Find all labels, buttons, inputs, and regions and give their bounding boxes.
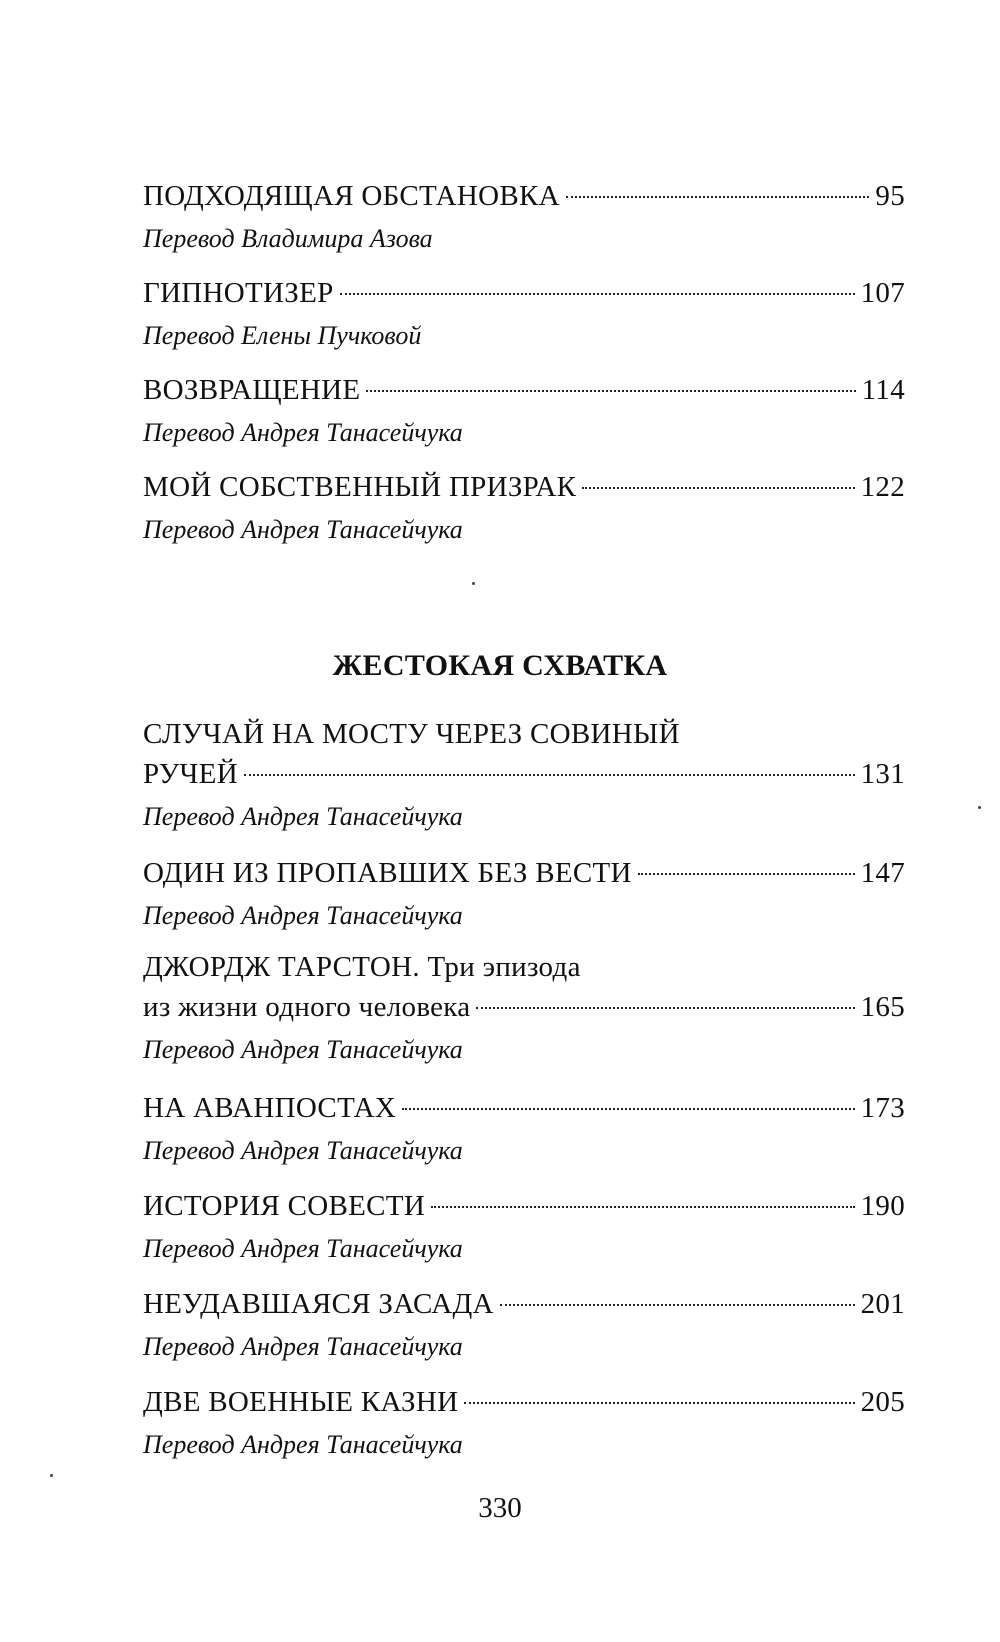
toc-entry-page: 95 — [875, 180, 905, 212]
scan-speck — [472, 582, 475, 585]
toc-entry-translator: Перевод Андрея Танасейчука — [143, 1430, 463, 1459]
toc-entry-title-line: ДЖОРДЖ ТАРСТОН. Три эпизода — [143, 951, 581, 983]
toc-entry — [143, 947, 905, 1069]
dot-leader — [476, 1007, 854, 1009]
toc-entry-title: НА АВАНПОСТАХ — [143, 1092, 397, 1124]
toc-entry-line — [143, 370, 905, 410]
toc-entry-line — [143, 754, 905, 794]
toc-entry-title: ПОДХОДЯЩАЯ ОБСТАНОВКА — [143, 180, 560, 212]
toc-entry-title: ВОЗВРАЩЕНИЕ — [143, 374, 361, 406]
toc-entry-translator: Перевод Андрея Танасейчука — [143, 901, 463, 930]
toc-entry — [143, 1284, 905, 1366]
toc-entry — [143, 1186, 905, 1268]
toc-entry-page: 131 — [860, 758, 905, 790]
dot-leader — [340, 293, 855, 295]
toc-entry — [143, 1382, 905, 1464]
toc-entry-page: 205 — [860, 1386, 905, 1418]
toc-entry-line — [143, 853, 905, 893]
section-heading: ЖЕСТОКАЯ СХВАТКА — [332, 649, 668, 682]
toc-entry — [143, 370, 905, 452]
toc-entry-title: НЕУДАВШАЯСЯ ЗАСАДА — [143, 1288, 494, 1320]
dot-leader — [500, 1304, 855, 1306]
toc-entry-page: 173 — [860, 1092, 905, 1124]
dot-leader — [244, 774, 855, 776]
toc-entry-line — [143, 1186, 905, 1226]
dot-leader — [402, 1108, 854, 1110]
toc-entry-title: ГИПНОТИЗЕР — [143, 277, 334, 309]
dot-leader — [366, 390, 855, 392]
toc-entry-line — [143, 1284, 905, 1324]
dot-leader — [464, 1402, 854, 1404]
toc-entry-title: МОЙ СОБСТВЕННЫЙ ПРИЗРАК — [143, 471, 577, 503]
scan-speck — [978, 806, 981, 809]
toc-entry-title: РУЧЕЙ — [143, 758, 238, 790]
toc-entry-page: 107 — [860, 277, 905, 309]
dot-leader — [431, 1206, 855, 1208]
toc-entry-page: 122 — [860, 471, 905, 503]
toc-entry-translator: Перевод Андрея Танасейчука — [143, 1234, 463, 1263]
toc-entry-page: 190 — [860, 1190, 905, 1222]
toc-entry-page: 165 — [860, 991, 905, 1023]
page-number: 330 — [478, 1492, 522, 1524]
toc-entry-title-line: СЛУЧАЙ НА МОСТУ ЧЕРЕЗ СОВИНЫЙ — [143, 718, 680, 750]
dot-leader — [582, 487, 854, 489]
toc-entry-line — [143, 1382, 905, 1422]
toc-entry-translator: Перевод Владимира Азова — [143, 224, 433, 253]
toc-entry-translator: Перевод Андрея Танасейчука — [143, 418, 463, 447]
toc-entry-title: ОДИН ИЗ ПРОПАВШИХ БЕЗ ВЕСТИ — [143, 857, 632, 889]
toc-entry-page: 147 — [860, 857, 905, 889]
scan-speck — [50, 1474, 53, 1477]
toc-entry-line — [143, 176, 905, 216]
toc-entry-page: 201 — [860, 1288, 905, 1320]
toc-entry-translator: Перевод Андрея Танасейчука — [143, 1035, 463, 1064]
toc-entry-translator: Перевод Андрея Танасейчука — [143, 515, 463, 544]
toc-entry — [143, 273, 905, 355]
toc-entry-translator: Перевод Андрея Танасейчука — [143, 1136, 463, 1165]
toc-entry-line — [143, 467, 905, 507]
toc-entry-title: ДВЕ ВОЕННЫЕ КАЗНИ — [143, 1386, 459, 1418]
dot-leader — [638, 873, 855, 875]
toc-entry — [143, 176, 905, 258]
toc-entry-title: ИСТОРИЯ СОВЕСТИ — [143, 1190, 426, 1222]
dot-leader — [566, 196, 870, 198]
toc-entry-translator: Перевод Андрея Танасейчука — [143, 1332, 463, 1361]
toc-entry — [143, 1088, 905, 1170]
toc-entry — [143, 467, 905, 549]
toc-entry-line — [143, 987, 905, 1027]
toc-entry — [143, 714, 905, 836]
toc-entry-translator: Перевод Елены Пучковой — [143, 321, 422, 350]
toc-entry-line — [143, 1088, 905, 1128]
toc-entry-page: 114 — [861, 374, 905, 406]
toc-entry-line — [143, 273, 905, 313]
toc-entry-title: из жизни одного человека — [143, 991, 471, 1023]
toc-entry-translator: Перевод Андрея Танасейчука — [143, 802, 463, 831]
toc-entry — [143, 853, 905, 935]
